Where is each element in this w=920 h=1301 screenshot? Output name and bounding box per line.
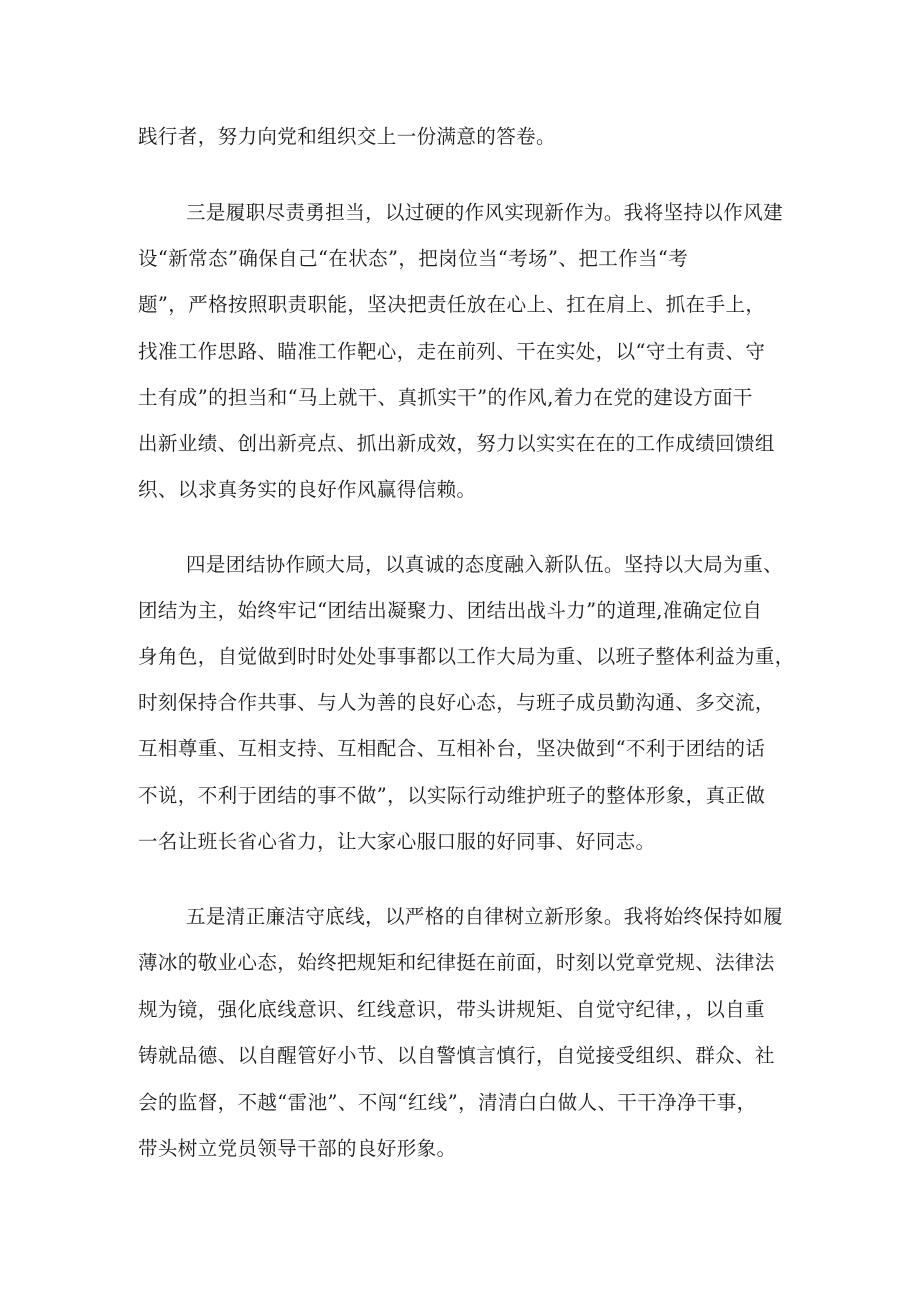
text-line: 三是履职尽责勇担当，以过硬的作风实现新作为。我将坚持以作风建 bbox=[186, 201, 784, 224]
text-line: 设“新常态”确保自己“在状态”，把岗位当“考场”、把工作当“考 bbox=[138, 247, 689, 270]
text-line: 不说，不利于团结的事不做”，以实际行动维护班子的整体形象，真正做 bbox=[138, 784, 766, 807]
text-line: 找准工作思路、瞄准工作靶心，走在前列、干在实处，以“守土有责、守 bbox=[138, 340, 766, 363]
text-line: 会的监督，不越“雷池”、不闯“红线”，清清白白做人、干干净净干事， bbox=[138, 1091, 757, 1114]
text-line: 织、以求真务实的良好作风赢得信赖。 bbox=[138, 478, 477, 501]
text-line: 四是团结协作顾大局，以真诚的态度融入新队伍。坚持以大局为重、 bbox=[186, 553, 784, 576]
text-line: 身角色，自觉做到时时处处事事都以工作大局为重、以班子整体利益为重， bbox=[138, 645, 795, 668]
text-line: 薄冰的敬业心态，始终把规矩和纪律挺在前面，时刻以党章党规、法律法 bbox=[138, 951, 775, 974]
text-line: 土有成”的担当和“马上就干、真抓实干”的作风,着力在党的建设方面干 bbox=[138, 386, 753, 409]
text-line: 时刻保持合作共事、与人为善的良好心态，与班子成员勤沟通、多交流， bbox=[138, 691, 775, 714]
text-line: 五是清正廉洁守底线，以严格的自律树立新形象。我将始终保持如履 bbox=[186, 905, 784, 928]
text-line: 题”，严格按照职责职能，坚决把责任放在心上、扛在肩上、抓在手上， bbox=[138, 293, 766, 316]
text-line: 规为镜，强化底线意识、红线意识，带头讲规矩、自觉守纪律，，以自重 bbox=[138, 998, 766, 1021]
text-line: 出新业绩、创出新亮点、抓出新成效，努力以实实在在的工作成绩回馈组 bbox=[138, 432, 775, 455]
text-line: 带头树立党员领导干部的良好形象。 bbox=[138, 1137, 457, 1160]
text-line: 一名让班长省心省力，让大家心服口服的好同事、好同志。 bbox=[138, 830, 656, 853]
text-line: 践行者，努力向党和组织交上一份满意的答卷。 bbox=[138, 125, 556, 148]
text-line: 团结为主，始终牢记“团结出凝聚力、团结出战斗力”的道理,准确定位自 bbox=[138, 599, 763, 622]
text-line: 铸就品德、以自醒管好小节、以自警慎言慎行，自觉接受组织、群众、社 bbox=[138, 1044, 775, 1067]
text-line: 互相尊重、互相支持、互相配合、互相补台，坚决做到“不利于团结的话 bbox=[138, 737, 766, 760]
